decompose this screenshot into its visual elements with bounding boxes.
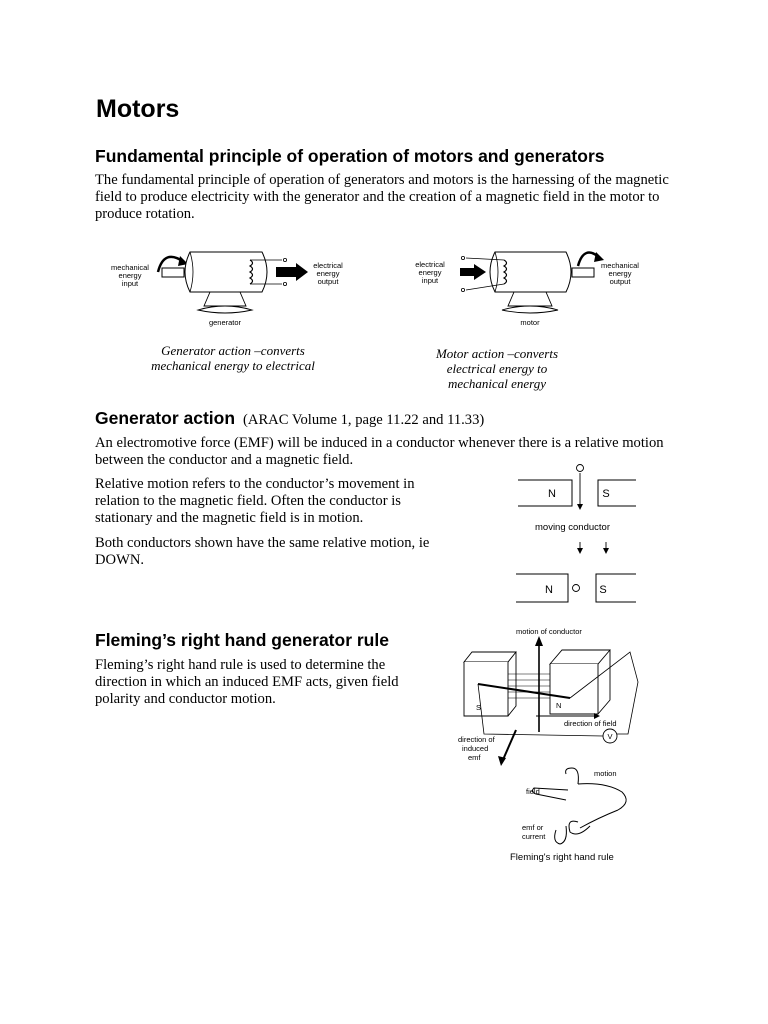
hand-emf-label-1: emf or	[522, 823, 544, 832]
gen-output-label-2: energy	[316, 269, 340, 278]
bottom-conductor	[573, 585, 580, 592]
top-conductor	[577, 465, 584, 472]
induced-label-1: direction of	[458, 735, 495, 744]
motor-figure	[415, 252, 639, 327]
bottom-north-label: N	[545, 584, 553, 596]
direction-of-field-label: direction of field	[564, 719, 617, 728]
gen-output-label-1: electrical	[313, 261, 343, 270]
top-north-label: N	[548, 488, 556, 500]
hand-field-label: field	[526, 787, 540, 796]
motor-output-label-1: mechanical	[601, 261, 639, 270]
fleming-caption: Fleming's right hand rule	[510, 852, 614, 863]
hand-motion-label: motion	[594, 769, 617, 778]
generator-caption-line1: Generator action –converts	[161, 343, 305, 358]
generator-action-heading-row	[95, 408, 484, 429]
fleming-south-label: S	[476, 703, 482, 712]
motor-caption	[412, 346, 582, 391]
fleming-heading: Fleming’s right hand generator rule	[95, 630, 389, 650]
generator-motor-diagram	[100, 240, 680, 332]
fleming-body: Fleming’s right hand rule is used to determine the direction in which an induced EMF acts, given field polarity and conductor motion.	[95, 657, 399, 707]
hand-emf-label-2: current	[522, 832, 546, 841]
moving-conductor-label: moving conductor	[535, 522, 610, 533]
gen-name-label: generator	[208, 318, 242, 327]
fundamental-body: The fundamental principle of operation of generators and motors is the harnessing of the magnetic field to produce electricity with the generator and the creation of a magnetic field in the motor to produce rotation.	[95, 172, 669, 222]
induced-label-2: induced	[462, 744, 489, 753]
motor-name-label: motor	[520, 318, 540, 327]
gen-input-label-2: energy	[118, 271, 142, 280]
motion-of-conductor-label: motion of conductor	[516, 627, 582, 636]
moving-conductor-diagram	[510, 460, 650, 608]
generator-action-heading: Generator action	[95, 408, 236, 428]
motor-caption-line1: Motor action –converts	[435, 346, 559, 361]
fleming-rule-diagram	[448, 622, 658, 870]
generator-caption	[132, 343, 334, 373]
gen-output-label-3: output	[317, 277, 339, 286]
right-hand-sketch	[532, 768, 626, 844]
bottom-south-label: S	[599, 584, 607, 596]
motor-caption-line2: electrical energy to	[446, 361, 548, 376]
generator-action-reference: (ARAC Volume 1, page 11.22 and 11.33)	[243, 412, 485, 428]
voltmeter-label: V	[607, 732, 613, 741]
fleming-north-label: N	[556, 701, 562, 710]
induced-label-3: emf	[468, 753, 481, 762]
gen-input-label-1: mechanical	[111, 263, 149, 272]
motor-input-label-2: energy	[418, 268, 442, 277]
generator-figure	[111, 252, 343, 327]
generator-action-para2: Relative motion refers to the conductor’s movement in relation to the magnetic field. Often the conductor is stationary and the magnetic field is in motion.	[95, 476, 415, 526]
generator-action-para3: Both conductors shown have the same relative motion, ie DOWN.	[95, 535, 430, 568]
generator-caption-line2: mechanical energy to electrical	[151, 358, 315, 373]
motor-output-label-2: energy	[608, 269, 632, 278]
motor-output-label-3: output	[609, 277, 631, 286]
top-south-label: S	[602, 488, 610, 500]
generator-action-para1: An electromotive force (EMF) will be induced in a conductor whenever there is a relative motion between the conductor and a magnetic field.	[95, 435, 664, 468]
motor-caption-line3: mechanical energy	[447, 376, 547, 391]
motor-input-label-1: electrical	[415, 260, 445, 269]
gen-input-label-3: input	[121, 279, 139, 288]
page-title: Motors	[96, 95, 180, 123]
fundamental-heading: Fundamental principle of operation of motors and generators	[95, 146, 605, 166]
motor-input-label-3: input	[421, 276, 439, 285]
